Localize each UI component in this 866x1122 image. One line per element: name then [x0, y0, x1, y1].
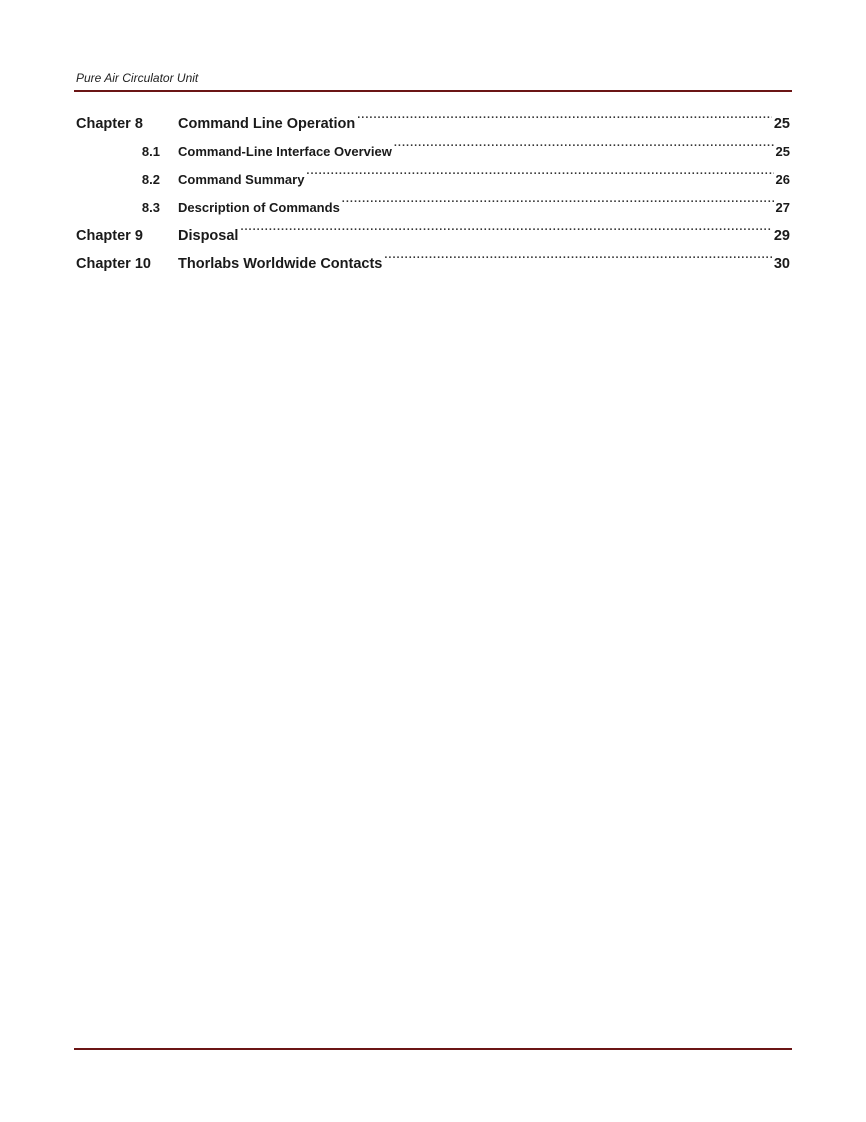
toc-entry-section-8-3[interactable]: [76, 184, 790, 215]
toc-entry-chapter-10[interactable]: [76, 240, 790, 272]
footer-rule: [74, 1048, 792, 1050]
toc-entry-title: Command Summary: [178, 172, 305, 187]
toc-entry-number: 8.3: [141, 200, 160, 215]
toc-entry-section-8-1[interactable]: [76, 128, 790, 159]
toc-entry-chapter-8[interactable]: [76, 100, 790, 132]
toc-entry-number: 8.1: [141, 144, 160, 159]
toc-entry-title: Disposal: [178, 228, 239, 244]
toc-entry-title: Thorlabs Worldwide Contacts: [178, 256, 383, 272]
dot-leader: [384, 240, 772, 268]
toc-entry-number: Chapter 10: [76, 256, 151, 272]
header-rule: [74, 90, 792, 92]
table-of-contents: [76, 100, 790, 272]
dot-leader: [240, 212, 771, 240]
toc-entry-page: 26: [775, 172, 790, 187]
toc-entry-title: Command-Line Interface Overview: [178, 144, 392, 159]
toc-entry-chapter-9[interactable]: [76, 212, 790, 244]
dot-leader: [357, 100, 772, 128]
toc-entry-section-8-2[interactable]: [76, 156, 790, 187]
toc-entry-page: 29: [773, 228, 790, 244]
toc-entry-number: Chapter 8: [76, 116, 143, 132]
toc-entry-title: Command Line Operation: [178, 116, 356, 132]
toc-entry-page: 27: [775, 200, 790, 215]
dot-leader: [306, 156, 773, 184]
toc-entry-page: 30: [773, 256, 790, 272]
toc-entry-title: Description of Commands: [178, 200, 340, 215]
dot-leader: [342, 184, 774, 212]
toc-entry-page: 25: [775, 144, 790, 159]
running-header-title: Pure Air Circulator Unit: [76, 71, 199, 85]
toc-entry-number: 8.2: [141, 172, 160, 187]
toc-entry-page: 25: [773, 116, 790, 132]
dot-leader: [394, 128, 774, 156]
toc-entry-number: Chapter 9: [76, 228, 143, 244]
